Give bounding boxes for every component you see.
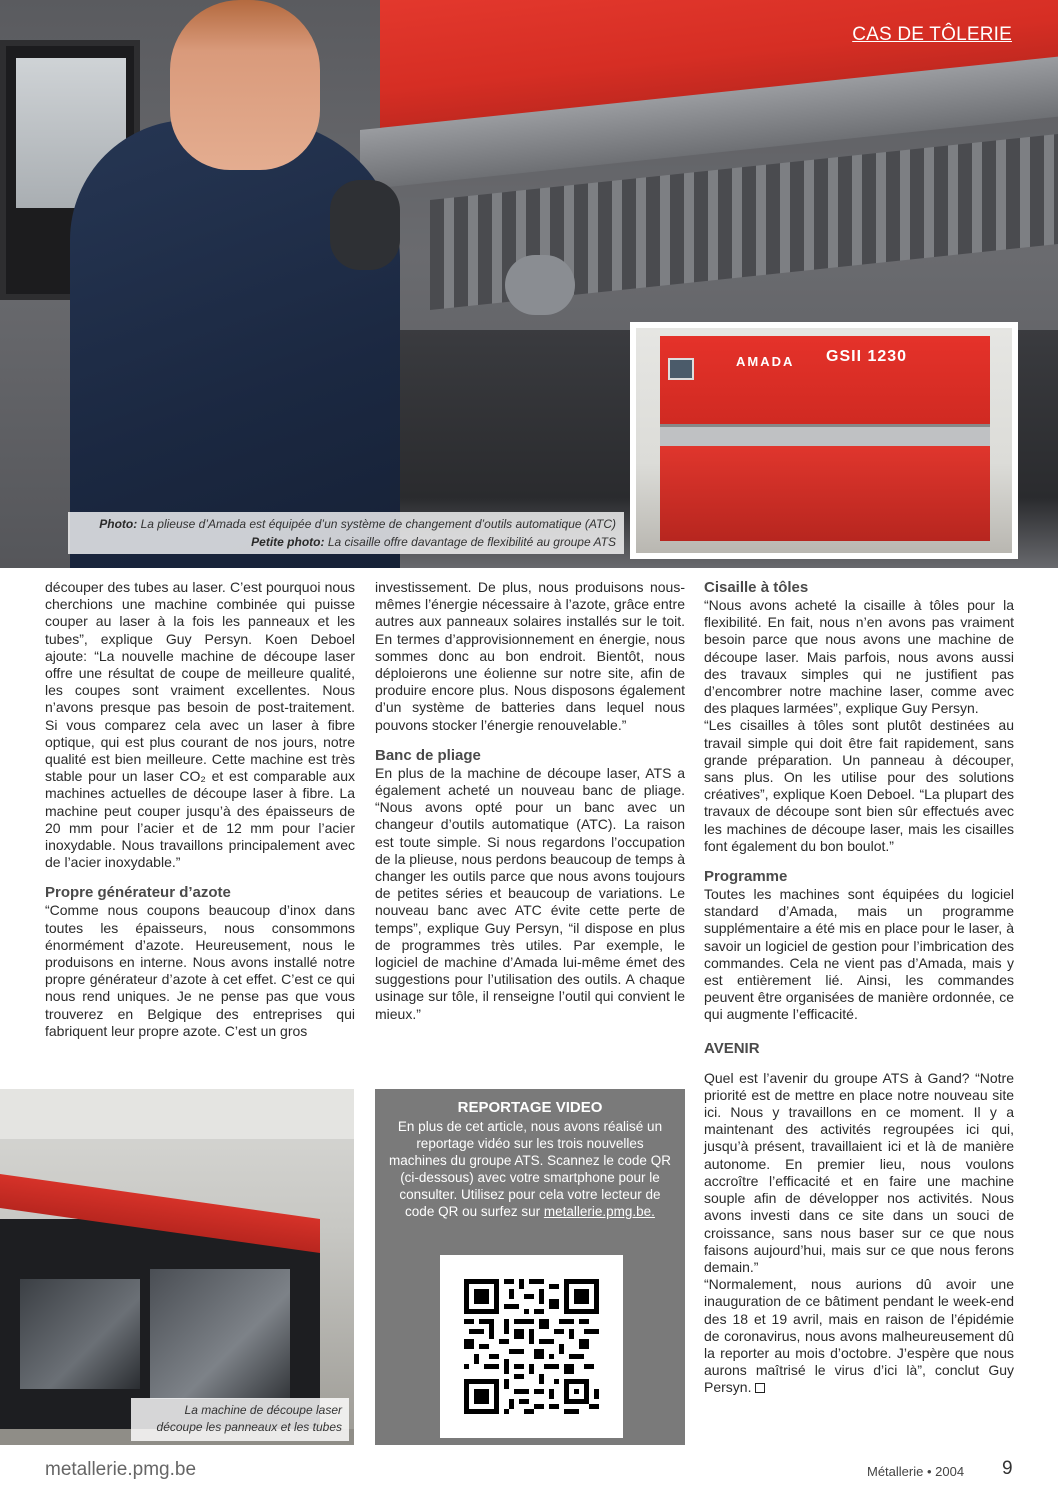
hero-caption	[68, 512, 624, 554]
end-mark-icon	[755, 1383, 765, 1393]
caption-small-photo-label: Petite photo:	[251, 535, 325, 549]
footer-website-url[interactable]: metallerie.pmg.be	[45, 1459, 197, 1480]
footer-page-number: 9	[1002, 1458, 1013, 1479]
col3-paragraph-2: “Les cisailles à tôles sont plutôt destinées au travail simple qui doit être fait rapidement, sans grande préparation. Un panneau à découper, sans plus. On les utilise pour des solutions créatives”, explique Koen Deboel. “La plupart des travaux de découpe sont bien sûr effectués avec les machines de découpe laser, mais les cisailles font également du bon boulot.”	[704, 717, 1014, 854]
shear-blade-area	[660, 424, 990, 446]
shear-control-panel	[668, 358, 694, 380]
inset-model-label: GSII 1230	[826, 348, 908, 365]
col1-paragraph-2: “Comme nous coupons beaucoup d’inox dans toutes les épaisseurs, nous consommons énormément d’azote. Heureusement, nous le produisons en interne. Nous avons installé notre propre générateur d’azote à cet effet. C’est ce qui nous rend uniques. Je ne pense pas que vous trouverez en Belgique des entreprises qui fabriquent leur propre azote. C’est un gros	[45, 902, 355, 1039]
col2-paragraph-2: En plus de la machine de découpe laser, ATS a également acheté un nouveau banc de pliage. “Nous avons opté pour un banc avec un changeur d’outils automatique (ATC). La raison est toute simple. Si nous regardons l’occupation de la plieuse, nous perdons beaucoup de temps à changer les outils parce que nous avons toujours de petites séries et beaucoup de variations. Le nouveau banc avec ATC évite cette perte de temps”, explique Guy Persyn, “il dispose en plus de programmes très utiles. Par exemple, le logiciel de machine d’Amada lui-même émet des suggestions pour l’utilisation des outils. A chaque usinage sur tôle, il renseigne l’outil qui convient le mieux.”	[375, 764, 685, 1022]
shear-top	[660, 336, 990, 424]
video-report-body: En plus de cet article, nous avons réalisé un reportage vidéo sur les trois nouvelles machines du groupe ATS. Scannez le code QR (ci-dessous) avec votre smartphone pour le consulter. Utilisez pour cela votre lecteur de code QR ou surfez sur	[389, 1119, 671, 1219]
laser-window-left	[20, 1279, 140, 1389]
worker-glove-left	[330, 180, 400, 270]
inset-photo-image	[636, 328, 1012, 553]
col3-paragraph-5-text: “Normalement, nous aurions dû avoir une inauguration de ce bâtiment pendant le week-end des 18 et 19 avril, mais en raison de l’épidémie de coronavirus, nous avons malheureusement dû la reporter au mois d’octobre. J’espère que nous aurons maîtrisé le virus d’ici là”, conclut Guy Persyn.	[704, 1276, 1014, 1396]
hall-ceiling	[0, 1089, 354, 1139]
col3-paragraph-3: Toutes les machines sont équipées du logiciel standard d’Amada, mais un programme supplémentaire a été mis en place pour le laser, à savoir un logiciel de gestion pour l’imbrication des commandes. Cela ne vient pas d’Amada, mais y est entièrement lié. Ainsi, les commandes peuvent être organisées de manière ordonnée, ce qui augmente l’efficacité.	[704, 886, 1014, 1023]
col3-heading-shear: Cisaille à tôles	[704, 579, 809, 596]
section-title: CAS DE TÔLERIE	[852, 24, 1012, 45]
video-report-box	[375, 1089, 685, 1445]
video-report-text	[375, 1118, 685, 1220]
qr-code[interactable]	[440, 1255, 623, 1438]
caption-photo-text: La plieuse d’Amada est équipée d’un système de changement d’outils automatique (ATC)	[140, 517, 616, 531]
worker-head	[170, 0, 320, 170]
inset-brand-label: AMADA	[736, 354, 795, 369]
article-column-1	[45, 579, 355, 1040]
video-report-title: REPORTAGE VIDEO	[457, 1099, 603, 1116]
shear-base	[660, 446, 990, 541]
col3-paragraph-1: “Nous avons acheté la cisaille à tôles pour la flexibilité. En fait, nous n’en avons pas vraiment besoin parce que nous avons une machine de découpe laser. Mais parfois, nous avons aussi des travaux simples qui ne justifient pas d’encombrer notre machine laser, comme avec des plaques larmées”, explique Guy Persyn.	[704, 597, 1014, 717]
col2-paragraph-1: investissement. De plus, nous produisons nous-mêmes l’énergie nécessaire à l’azote, grâce entre autres aux panneaux solaires installés sur le toit. En termes d’approvisionnement en énergie, nous sommes donc au bon endroit. Bientôt, nous déploierons une éolienne sur notre site, afin de produire encore plus. Nous disposons également d’un système de batteries dans lequel nous pouvons stocker l’énergie renouvelable.”	[375, 579, 685, 733]
col3-heading-program: Programme	[704, 868, 788, 886]
worker-glove	[505, 255, 575, 315]
col3-heading-future: AVENIR	[704, 1039, 760, 1057]
footer-magazine-issue: Métallerie • 2004	[867, 1464, 965, 1479]
laser-window-right	[150, 1269, 290, 1399]
col2-heading-press-brake: Banc de pliage	[375, 746, 481, 764]
col1-paragraph-1: découper des tubes au laser. C’est pourquoi nous cherchions une machine combinée qui puisse couper au laser à la fois les panneaux et les tubes”, explique Guy Persyn. Koen Deboel ajoute: “La nouvelle machine de découpe laser offre une résultat de coupe de meilleure qualité, les coupes sont vraiment excellentes. Nous n’avons presque pas besoin de post-traitement. Si vous comparez cela avec un laser à fibre optique, qui est plus courant de nos jours, notre qualité est bien meilleure. Cette machine est très stable pour un laser CO₂ et est comparable aux machines actuelles de découpe laser à fibre. La machine peut couper jusqu’à des épaisseurs de 20 mm pour l’acier et de 12 mm pour l’acier inoxydable. Nous travaillons principalement avec de l’acier inoxydable.”	[45, 579, 355, 871]
caption-small-photo-text: La cisaille offre davantage de flexibilité au groupe ATS	[327, 535, 616, 549]
qr-code-icon	[464, 1279, 599, 1414]
video-report-link[interactable]: metallerie.pmg.be.	[543, 1204, 655, 1219]
laser-caption-line-2: découpe les panneaux et les tubes	[156, 1420, 342, 1434]
col3-paragraph-5	[704, 1276, 1014, 1396]
laser-caption-line-1: La machine de découpe laser	[184, 1403, 342, 1417]
inset-photo-shear	[630, 322, 1018, 559]
laser-machine-photo	[0, 1089, 354, 1445]
caption-photo-label: Photo:	[99, 517, 138, 531]
col1-heading-nitrogen: Propre générateur d’azote	[45, 884, 231, 902]
article-column-3	[704, 579, 1014, 1397]
col3-paragraph-4: Quel est l’avenir du groupe ATS à Gand? “Notre priorité est de mettre en place notre nouveau site ici. Nous y travaillons en ce moment. Il y a maintenant des activités regroupées ici qui, jusqu’à présent, travaillaient ici et là de manière autonome. En premier lieu, nous voulons accroître l’efficacité et en faire une machine souple afin de développer nos activités. Nous avons investi dans ce site dans un souci de croissance, sans nous baser sur ce que nous faisons aujourd’hui, mais sur ce que nous ferons demain.”	[704, 1069, 1014, 1275]
laser-photo-caption	[131, 1398, 349, 1441]
article-column-2	[375, 579, 685, 1023]
